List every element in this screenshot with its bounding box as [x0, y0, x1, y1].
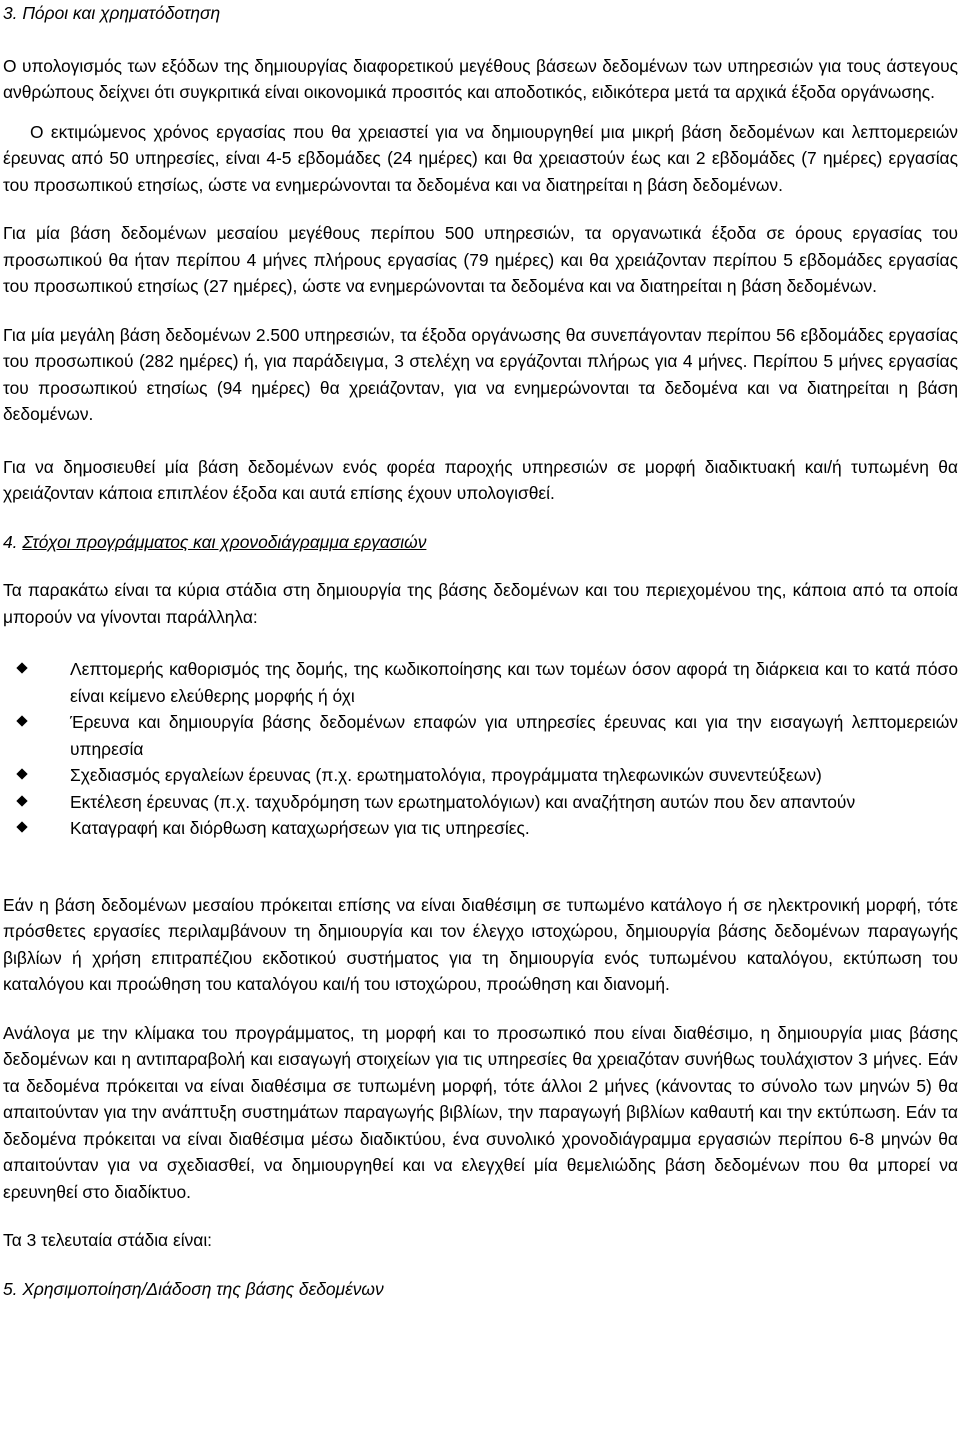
list-item-text: Λεπτομερής καθορισμός της δομής, της κωδικοποίησης και των τομέων όσον αφορά τη διάρκεια και το κατά πόσο είναι κείμενο ελεύθερης μορφής ή όχι: [70, 659, 958, 706]
diamond-bullet-icon: [16, 768, 27, 779]
list-item: [70, 709, 958, 762]
list-item: [70, 656, 958, 709]
list-item-text: Σχεδιασμός εργαλείων έρευνας (π.χ. ερωτηματολόγια, προγράμματα τηλεφωνικών συνεντεύξεων): [70, 765, 822, 785]
section-4-heading-title: Στόχοι προγράμματος και χρονοδιάγραμμα εργασιών: [22, 531, 427, 552]
diamond-bullet-icon: [16, 715, 27, 726]
diamond-bullet-icon: [16, 821, 27, 832]
section-4-heading: [3, 529, 958, 556]
print-online-paragraph: Εάν η βάση δεδομένων μεσαίου πρόκειται επίσης να είναι διαθέσιμη σε τυπωμένο κατάλογο ή σε ηλεκτρονική μορφή, τότε πρόσθετες εργασίες περιλαμβάνουν τη δημιουργία και τον έλεγχο ιστοχώρου, δημιουργία βάσης δεδομένων παραγωγής βιβλίων ή χρήση επιτραπέζιου εκδοτικού συστήματος για τη δημιουργία ενός τυπωμένου καταλόγου, εκτύπωση του καταλόγου και προώθηση του καταλόγου και/ή του ιστοχώρου, προώθηση και διανομή.: [3, 894, 958, 994]
small-database-paragraph: Ο εκτιμώμενος χρόνος εργασίας που θα χρειαστεί για να δημιουργηθεί μια μικρή βάση δεδομένων και λεπτομερειών έρευνας από 50 υπηρεσίες, είναι 4-5 εβδομάδες (24 ημέρες) και θα χρειαστούν έως και 2 εβδομάδες (7 ημέρες) εργασίας του προσωπικού ετησίως, ώστε να ενημερώνονται τα δεδομένα και να διατηρείται η βάση δεδομένων.: [3, 121, 958, 195]
document-page: [3, 0, 958, 1302]
section-4-heading-number: 4.: [3, 531, 23, 552]
section-5-heading: 5. Χρησιμοποίηση/Διάδοση της βάσης δεδομένων: [3, 1278, 384, 1299]
list-item-text: Έρευνα και δημιουργία βάσης δεδομένων επαφών για υπηρεσίες έρευνας και για την εισαγωγή λεπτομερειών υπηρεσία: [70, 712, 958, 759]
diamond-bullet-icon: [16, 662, 27, 673]
timeline-paragraph: Ανάλογα με την κλίμακα του προγράμματος, τη μορφή και το προσωπικό που είναι διαθέσιμο, η δημιουργία μιας βάσης δεδομένων και η αντιπαραβολή και εισαγωγή στοιχείων για τις υπηρεσίες θα χρειαζόταν συνήθως τουλάχιστον 3 μήνες. Εάν τα δεδομένα πρόκειται να είναι διαθέσιμα σε τυπωμένη μορφή, τότε άλλοι 2 μήνες (κάνοντας το σύνολο των μηνών 5) θα απαιτούνταν για την ανάπτυξη συστημάτων παραγωγής βιβλίων, την παραγωγή βιβλίων καθαυτή και την εκτύπωση. Εάν τα δεδομένα πρόκειται να είναι διαθέσιμα μέσω διαδικτύου, ένα συνολικό χρονοδιάγραμμα εργασιών περίπου 6-8 μηνών θα απαιτούνταν για να σχεδιασθεί, να δημιουργηθεί και να ελεγχθεί μία θεμελιώδης βάση δεδομένων που θα μπορεί να ερευνηθεί στο διαδίκτυο.: [3, 1022, 958, 1202]
medium-database-paragraph: Για μία βάση δεδομένων μεσαίου μεγέθους περίπου 500 υπηρεσιών, τα οργανωτικά έξοδα σε όρους εργασίας του προσωπικού θα ήταν περίπου 4 μήνες πλήρους εργασίας (79 ημέρες) και θα χρειάζονταν περίπου 5 εβδομάδες εργασίας του προσωπικού ετησίως (27 ημέρες), ώστε να ενημερώνονται τα δεδομένα και να διατηρείται η βάση δεδομένων.: [3, 223, 958, 296]
list-item-text: Καταγραφή και διόρθωση καταχωρήσεων για τις υπηρεσίες.: [70, 818, 530, 838]
list-item: [70, 762, 958, 789]
final-stages-paragraph: Τα 3 τελευταία στάδια είναι:: [3, 1230, 213, 1250]
list-item: [70, 789, 958, 816]
publication-costs-paragraph: Για να δημοσιευθεί μία βάση δεδομένων ενός φορέα παροχής υπηρεσιών σε μορφή διαδικτυακή και/ή τυπωμένη θα χρειάζονταν κάποια επιπλέον έξοδα και αυτά επίσης έχουν υπολογισθεί.: [3, 456, 958, 503]
list-item: [70, 815, 958, 842]
diamond-bullet-icon: [16, 795, 27, 806]
stages-list: [3, 656, 958, 842]
stages-intro-paragraph: Τα παρακάτω είναι τα κύρια στάδια στη δημιουργία της βάσης δεδομένων και του περιεχομένου της, κάποια από τα οποία μπορούν να γίνονται παράλληλα:: [3, 580, 958, 627]
large-database-paragraph: Για μία μεγάλη βάση δεδομένων 2.500 υπηρεσιών, τα έξοδα οργάνωσης θα συνεπάγονταν περίπου 56 εβδομάδες εργασίας του προσωπικού (282 ημέρες) ή, για παράδειγμα, 3 στελέχη να εργάζονται πλήρως για 4 μήνες. Περίπου 5 μήνες εργασίας του προσωπικού ετησίως (94 ημέρες) θα χρειάζονταν, για να ενημερώνονται τα δεδομένα και να διατηρείται η βάση δεδομένων.: [3, 324, 958, 424]
funding-intro-paragraph: Ο υπολογισμός των εξόδων της δημιουργίας διαφορετικού μεγέθους βάσεων δεδομένων των υπηρεσιών για τους άστεγους ανθρώπους δείχνει ότι συγκριτικά είναι οικονομικά προσιτός και αποδοτικός, ειδικότερα μετά τα αρχικά έξοδα οργάνωσης.: [3, 55, 958, 102]
section-3-heading: 3. Πόροι και χρηματόδοτηση: [3, 3, 221, 23]
list-item-text: Εκτέλεση έρευνας (π.χ. ταχυδρόμηση των ερωτηματολόγιων) και αναζήτηση αυτών που δεν απαντούν: [70, 791, 856, 812]
